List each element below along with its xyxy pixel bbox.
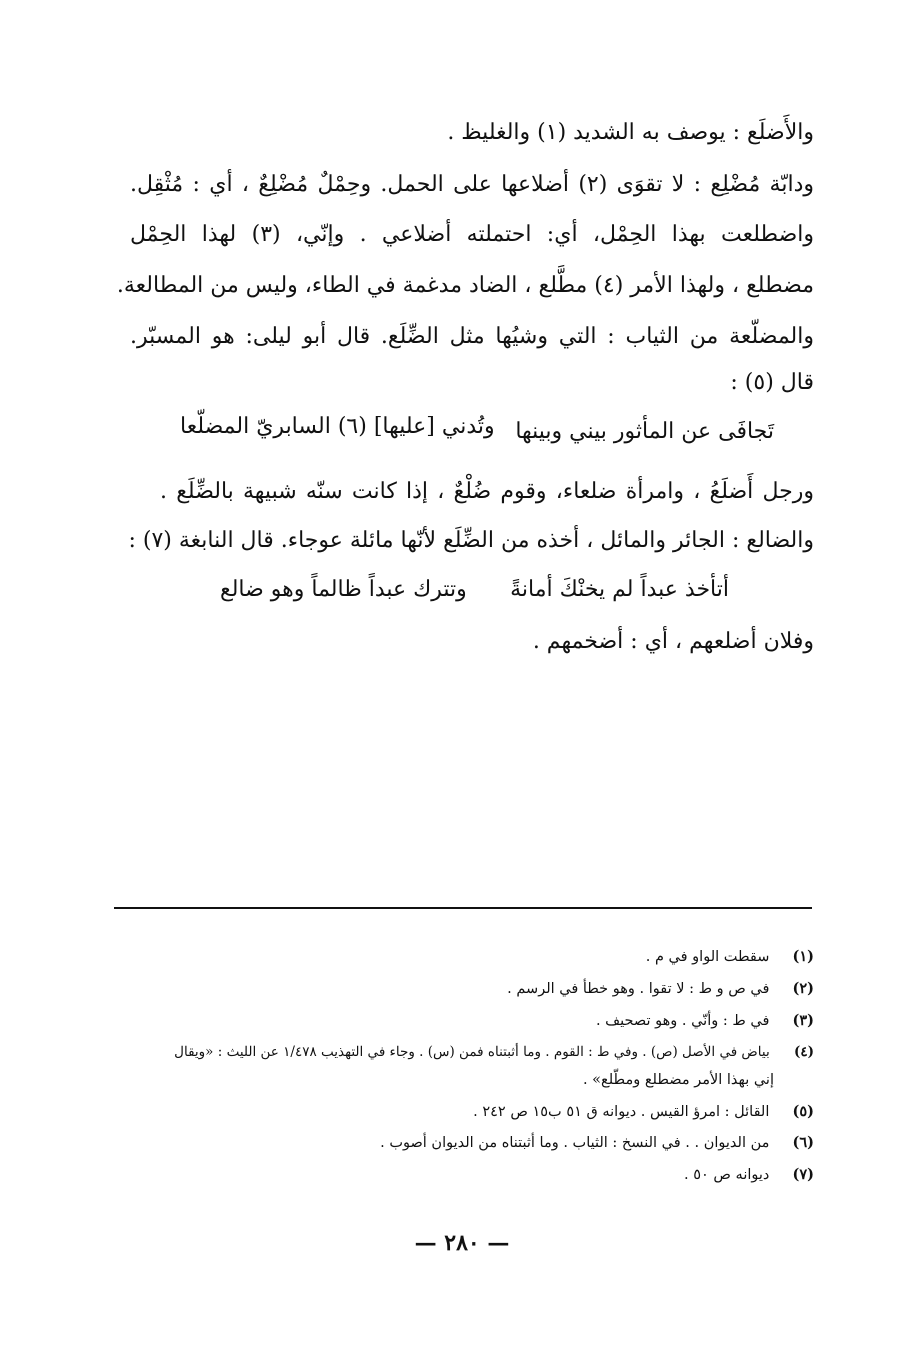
body-line-6: قال (٥) :	[730, 370, 814, 395]
footnote-text: القائل : امرؤ القيس . ديوانه ق ٥١ ب١٥ ص ٢٤٢ .	[473, 1104, 770, 1120]
footnote-number: (٧)	[792, 1166, 814, 1183]
body-line-2: ودابّة مُضْلِع : لا تقوَى (٢) أضلاعها على الحمل. وحِمْلٌ مُضْلِعٌ ، أي : مُثْقِل.	[130, 172, 814, 197]
footnote-5	[110, 1102, 814, 1122]
footnote-7	[110, 1165, 814, 1185]
footnote-text: بياض في الأصل (ص) . وفي ط : القوم . وما أثبتناه فمن (س) . وجاء في التهذيب ١/٤٧٨ عن الليث : «ويقال	[174, 1044, 770, 1060]
footnote-2	[110, 979, 814, 999]
footnote-text: في ص و ط : لا تقوا . وهو خطأ في الرسم .	[507, 981, 770, 997]
footnote-4	[110, 1042, 814, 1062]
footnote-text: ديوانه ص ٥٠ .	[684, 1167, 770, 1183]
body-line-1: والأَضلَع : يوصف به الشديد (١) والغليظ .	[447, 120, 814, 145]
footnote-number: (٥)	[792, 1103, 814, 1120]
verse-1-left-hemistich: وتُدني [عليها] (٦) السابريّ المضلّعا	[180, 414, 495, 439]
footnote-text: من الديوان . . في النسخ : الثياب . وما أثبتناه من الديوان أصوب .	[380, 1135, 770, 1151]
body-line-8: والضالع : الجائر والمائل ، أخذه من الضِّلَع لأنّها مائلة عوجاء. قال النابغة (٧) :	[128, 528, 814, 553]
page-number: — ٢٨٠ —	[414, 1230, 510, 1256]
footnote-3	[110, 1011, 814, 1031]
footnote-separator	[114, 907, 812, 909]
footnote-number: (٣)	[792, 1012, 814, 1029]
footnote-6	[110, 1133, 814, 1153]
footnote-number: (٦)	[792, 1134, 814, 1151]
footnote-number: (٢)	[792, 980, 814, 997]
footnote-text: في ط : وأنّي . وهو تصحيف .	[595, 1013, 770, 1029]
body-line-9: وفلان أضلعهم ، أي : أضخمهم .	[532, 629, 814, 654]
verse-2-right-hemistich: أتأخذ عبداً لم يخنْكَ أمانةً	[510, 577, 729, 602]
verse-2-left-hemistich: وتترك عبداً ظالماً وهو ضالع	[220, 577, 467, 602]
verse-1-right-hemistich: تَجافَى عن المأثور بيني وبينها	[515, 419, 774, 444]
body-line-3: واضطلعت بهذا الحِمْل، أي: احتملته أضلاعي . وإنّي، (٣) لهذا الحِمْل	[130, 222, 814, 247]
footnote-1	[110, 947, 814, 967]
footnote-4-continuation: إني بهذا الأمر مضطلع ومطّلع» .	[582, 1072, 774, 1088]
footnote-text: سقطت الواو في م .	[645, 949, 770, 965]
footnote-number: (١)	[792, 948, 814, 965]
body-line-7: ورجل أَضلَعُ ، وامرأة ضلعاء، وقوم ضُلْعٌ ، إذا كانت سنّه شبيهة بالضِّلَع .	[160, 479, 814, 504]
body-line-5: والمضلّعة من الثياب : التي وشيُها مثل الضِّلَع. قال أبو ليلى: هو المسبّر.	[130, 324, 814, 349]
body-line-4: مضطلع ، ولهذا الأمر (٤) مطَّلع ، الضاد مدغمة في الطاء، وليس من المطالعة.	[116, 273, 814, 298]
footnote-number: (٤)	[793, 1044, 814, 1060]
